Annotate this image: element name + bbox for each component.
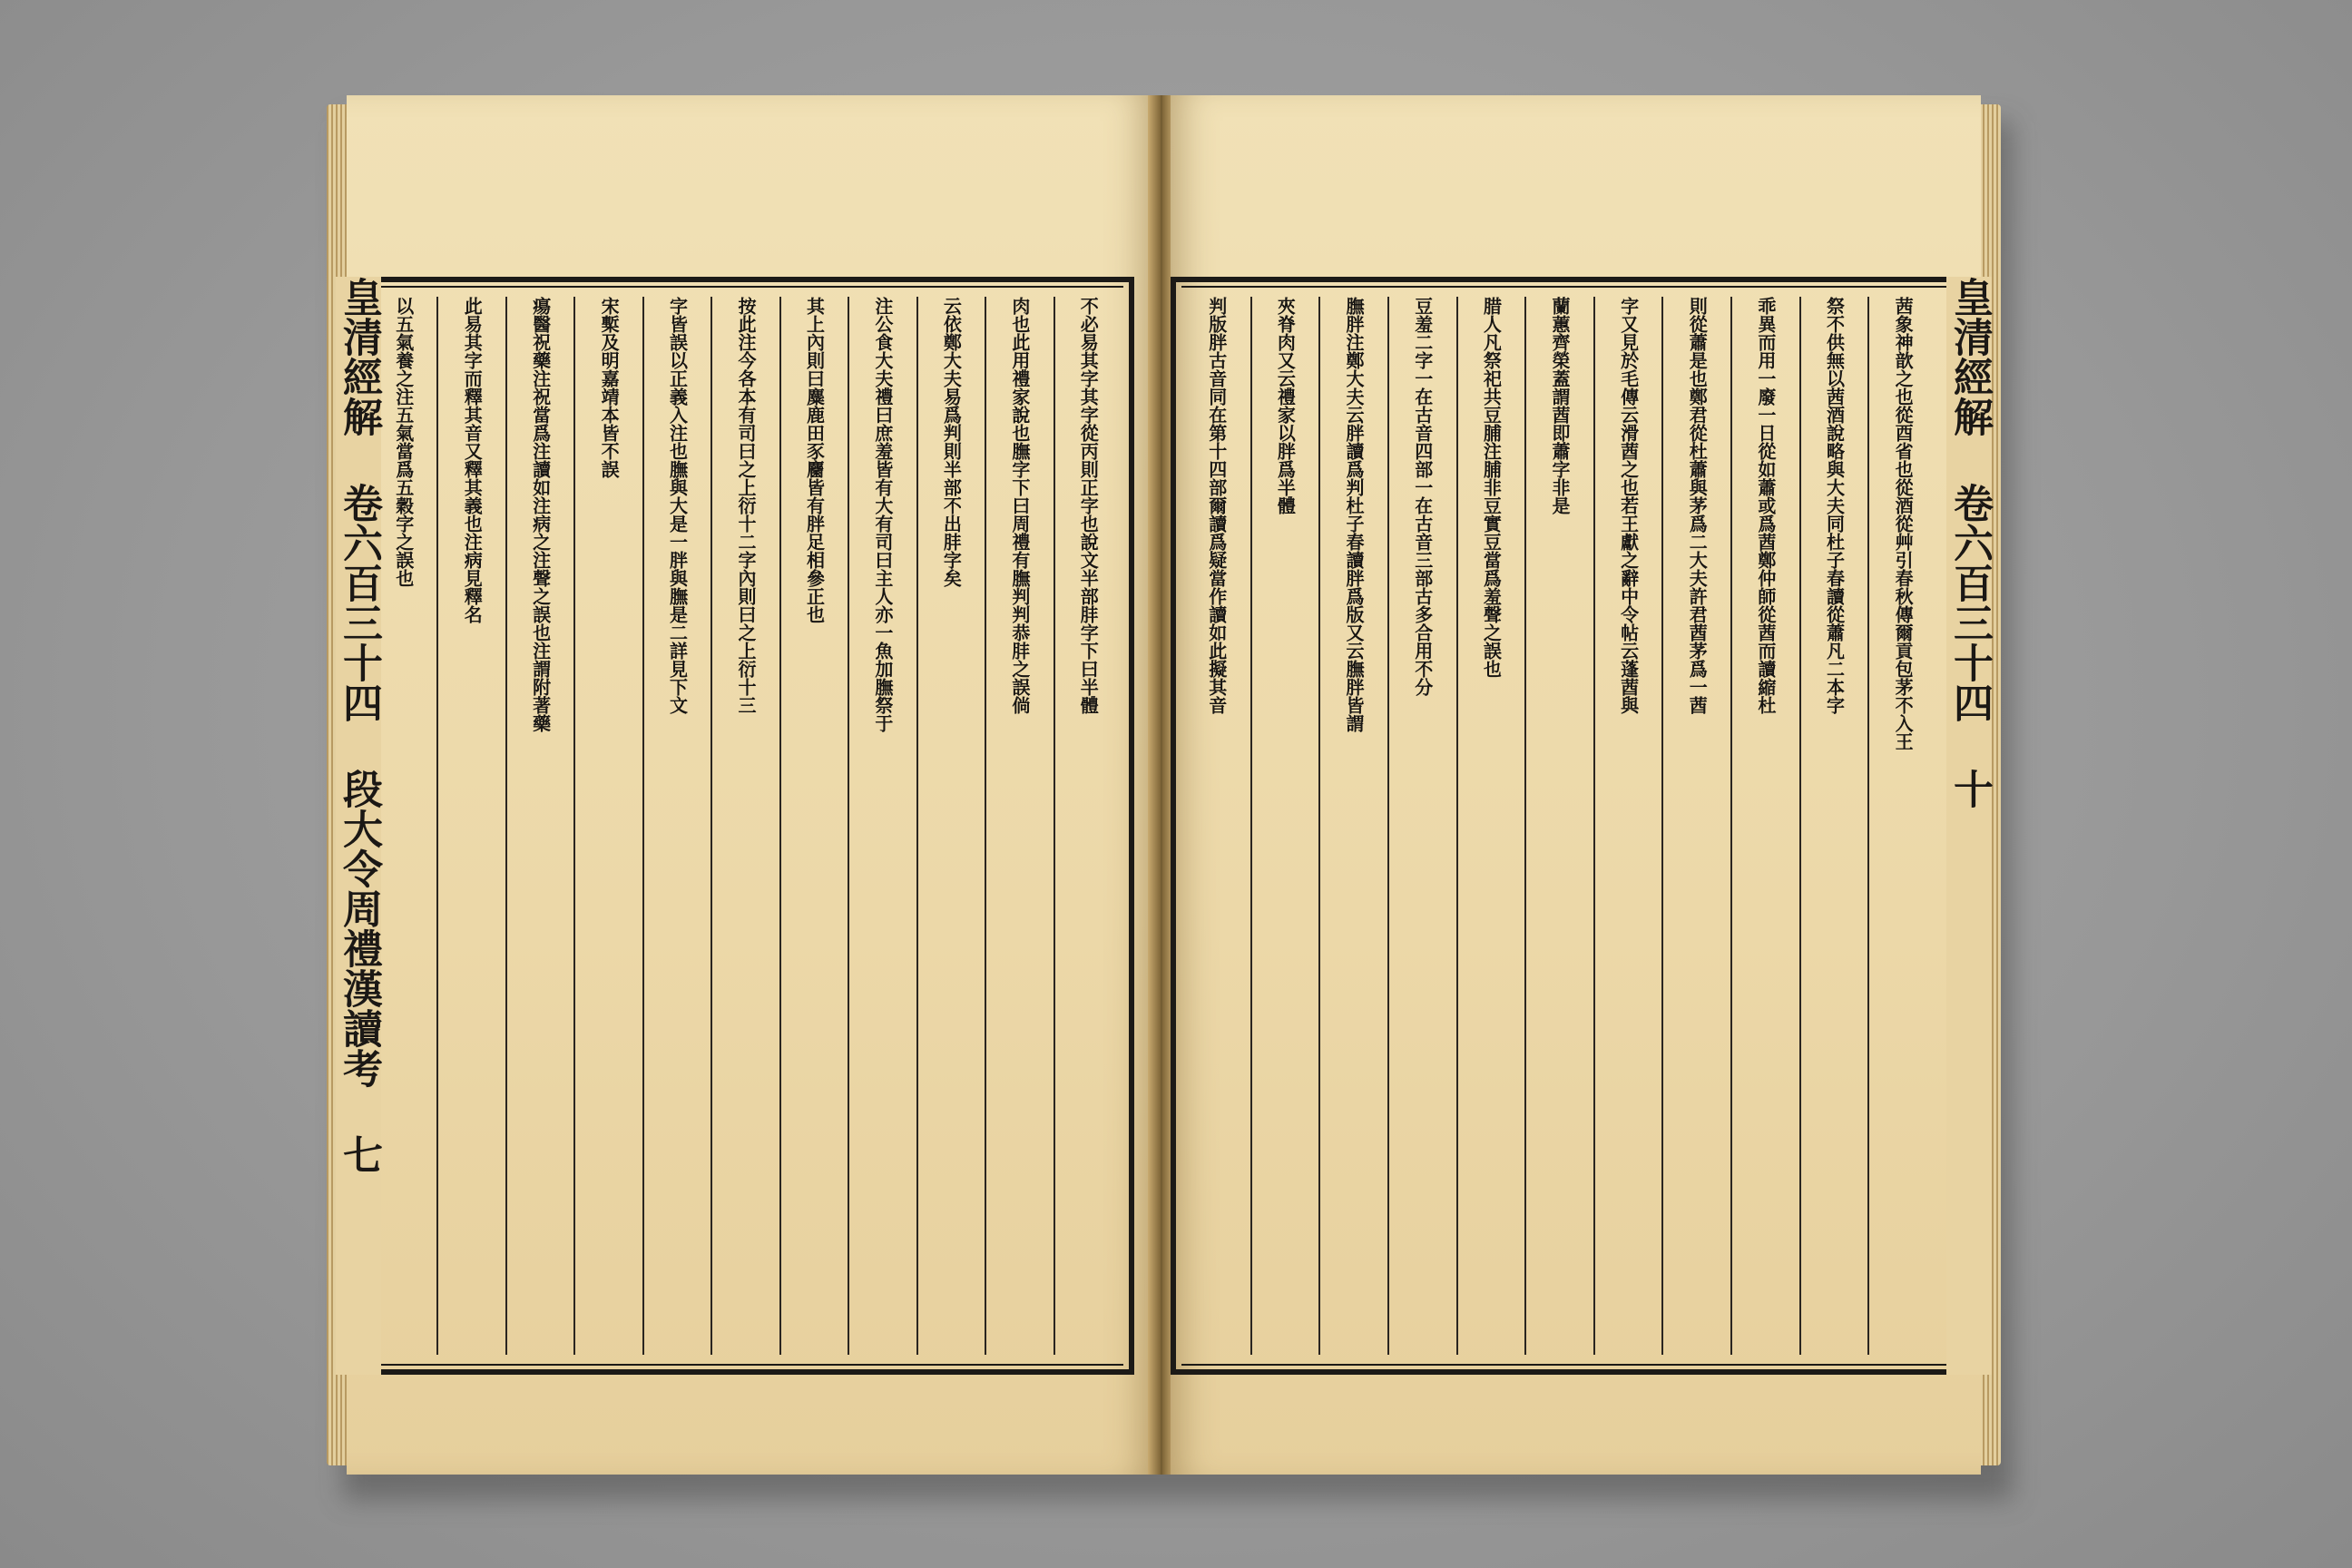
text-column: 不必易其字其字從丙則正字也說文半部肨字下曰半體: [1054, 297, 1122, 1355]
text-column: 字又見於毛傳云滑莤之也若王獻之辭中令帖云蓬莤與: [1593, 297, 1662, 1355]
left-text-frame: [347, 277, 1134, 1375]
left-margin-label: 皇清經解 卷六百三十四 段大令周禮漢讀考 七: [336, 277, 381, 1375]
text-column: 夾脊肉又云禮家以胖爲半體: [1250, 297, 1319, 1355]
right-page: [1171, 95, 1993, 1475]
text-column: 乖異而用一廢一日從如蕭或爲莤鄭仲師從莤而讀縮杜: [1730, 297, 1799, 1355]
text-column: 肉也此用禮家說也膴字下曰周禮有膴判判恭肨之誤倘: [985, 297, 1053, 1355]
text-column: 注公食大夫禮曰庶羞皆有大有司曰主人亦一魚加膴祭于: [848, 297, 916, 1355]
text-column: 其上內則曰麋鹿田豕麕皆有胖足相參正也: [779, 297, 848, 1355]
text-column: 瘍醫祝藥注祝當爲注讀如注病之注聲之誤也注謂附著藥: [505, 297, 573, 1355]
text-column: 祭不供無以茜酒說略與大夫同杜子春讀從蕭凡二本字: [1799, 297, 1868, 1355]
right-text-frame: [1171, 277, 1960, 1375]
text-column: 此易其字而釋其音又釋其義也注病見釋名: [436, 297, 505, 1355]
text-column: 茜象神歆之也從酉省也從酒從艸引春秋傳爾貢包茅不入王: [1867, 297, 1936, 1355]
left-page: [336, 95, 1152, 1475]
right-columns: [1183, 297, 1936, 1355]
text-column: 云依鄭大夫易爲判則半部不出肨字矣: [916, 297, 985, 1355]
text-column: 以五氣養之注五氣當爲五穀字之誤也: [392, 297, 415, 587]
text-column: 則從蕭是也鄭君從杜蕭與茅爲二大夫許君莤茅爲一莤: [1661, 297, 1730, 1355]
right-margin-label: 皇清經解 卷六百三十四 十: [1946, 277, 1992, 1375]
text-column: 宋槧及明嘉靖本皆不誤: [573, 297, 642, 1355]
text-column: 判版胖古音同在第十四部爾讀爲疑當作讀如此擬其音: [1205, 297, 1228, 714]
left-columns: [370, 297, 1122, 1355]
text-column: 豆羞二字一在古音四部一在古音三部古多合用不分: [1387, 297, 1456, 1355]
text-column: 膴胖注鄭大夫云胖讀爲判杜子春讀胖爲版又云膴胖皆謂: [1318, 297, 1387, 1355]
text-column: 字皆誤以正義入注也膴與大是一胖與膴是二詳見下文: [642, 297, 710, 1355]
text-column: 腊人凡祭祀共豆脯注脯非豆實豆當爲羞聲之誤也: [1456, 297, 1525, 1355]
text-column: 蘭蕙齊榮蓋謂莤即蕭字非是: [1524, 297, 1593, 1355]
open-book: [327, 95, 2001, 1475]
text-column: 按此注今各本有司曰之上衍十二字內則曰之上衍十三: [710, 297, 779, 1355]
